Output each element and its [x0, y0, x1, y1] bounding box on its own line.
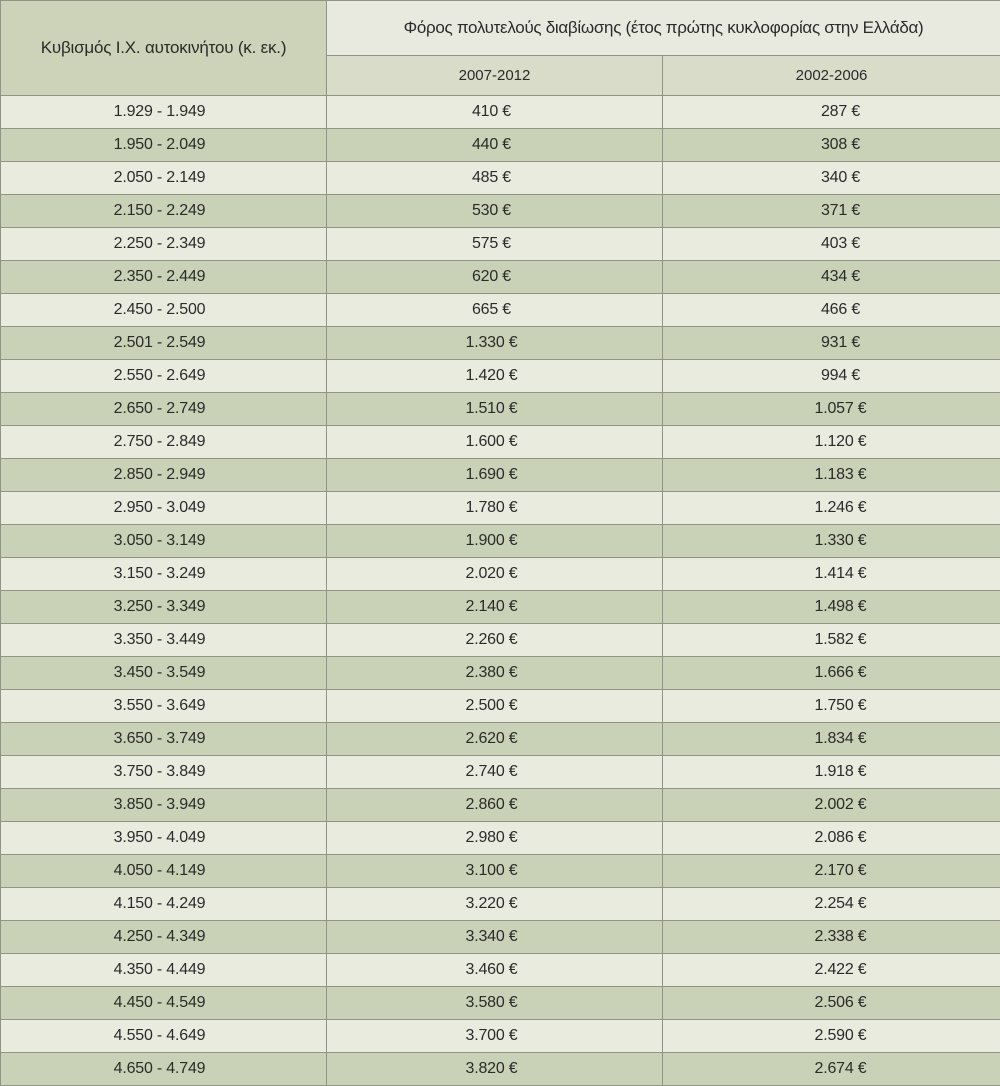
engine-capacity-cell: 4.050 - 4.149	[1, 855, 327, 888]
table-row	[1, 162, 1000, 195]
table-row	[1, 459, 1000, 492]
tax-2002-2006-cell: 1.582 €	[663, 624, 1000, 657]
engine-capacity-cell: 4.450 - 4.549	[1, 987, 327, 1020]
tax-2007-2012-cell: 2.620 €	[327, 723, 663, 756]
tax-2002-2006-cell: 1.498 €	[663, 591, 1000, 624]
table-row	[1, 492, 1000, 525]
engine-capacity-cell: 2.050 - 2.149	[1, 162, 327, 195]
tax-2007-2012-cell: 2.980 €	[327, 822, 663, 855]
engine-capacity-cell: 2.750 - 2.849	[1, 426, 327, 459]
tax-2007-2012-cell: 2.500 €	[327, 690, 663, 723]
tax-2007-2012-cell: 665 €	[327, 294, 663, 327]
tax-2007-2012-cell: 2.740 €	[327, 756, 663, 789]
table-row	[1, 525, 1000, 558]
tax-2007-2012-cell: 575 €	[327, 228, 663, 261]
tax-2002-2006-cell: 1.183 €	[663, 459, 1000, 492]
table-row	[1, 987, 1000, 1020]
table-row	[1, 690, 1000, 723]
tax-2002-2006-cell: 2.674 €	[663, 1053, 1000, 1086]
engine-capacity-cell: 3.850 - 3.949	[1, 789, 327, 822]
tax-2002-2006-cell: 994 €	[663, 360, 1000, 393]
table-row	[1, 888, 1000, 921]
tax-2002-2006-cell: 931 €	[663, 327, 1000, 360]
tax-2007-2012-cell: 1.330 €	[327, 327, 663, 360]
table-row	[1, 921, 1000, 954]
table-row	[1, 855, 1000, 888]
table-row	[1, 261, 1000, 294]
tax-2002-2006-cell: 2.002 €	[663, 789, 1000, 822]
table-row	[1, 624, 1000, 657]
tax-2007-2012-cell: 3.460 €	[327, 954, 663, 987]
header-row-main	[1, 1, 1000, 56]
engine-capacity-cell: 1.950 - 2.049	[1, 129, 327, 162]
table-row	[1, 657, 1000, 690]
tax-2002-2006-cell: 2.170 €	[663, 855, 1000, 888]
tax-2007-2012-cell: 3.580 €	[327, 987, 663, 1020]
engine-capacity-cell: 3.550 - 3.649	[1, 690, 327, 723]
engine-capacity-cell: 3.250 - 3.349	[1, 591, 327, 624]
tax-2007-2012-cell: 3.340 €	[327, 921, 663, 954]
engine-capacity-cell: 3.650 - 3.749	[1, 723, 327, 756]
table-row	[1, 393, 1000, 426]
table-row	[1, 1053, 1000, 1086]
tax-2002-2006-cell: 371 €	[663, 195, 1000, 228]
table-row	[1, 294, 1000, 327]
engine-capacity-cell: 4.250 - 4.349	[1, 921, 327, 954]
engine-capacity-cell: 1.929 - 1.949	[1, 96, 327, 129]
tax-2002-2006-cell: 2.254 €	[663, 888, 1000, 921]
tax-2007-2012-cell: 1.420 €	[327, 360, 663, 393]
tax-2002-2006-cell: 1.057 €	[663, 393, 1000, 426]
tax-2002-2006-cell: 1.246 €	[663, 492, 1000, 525]
engine-capacity-cell: 2.950 - 3.049	[1, 492, 327, 525]
tax-2002-2006-cell: 466 €	[663, 294, 1000, 327]
tax-2007-2012-cell: 1.780 €	[327, 492, 663, 525]
table-row	[1, 789, 1000, 822]
table-row	[1, 96, 1000, 129]
engine-capacity-cell: 3.950 - 4.049	[1, 822, 327, 855]
luxury-tax-header: Φόρος πολυτελούς διαβίωσης (έτος πρώτης κυκλοφορίας στην Ελλάδα)	[327, 1, 1000, 56]
tax-2002-2006-cell: 308 €	[663, 129, 1000, 162]
period-header-2002-2006: 2002-2006	[663, 56, 1000, 96]
tax-2002-2006-cell: 1.918 €	[663, 756, 1000, 789]
tax-2007-2012-cell: 485 €	[327, 162, 663, 195]
tax-2002-2006-cell: 287 €	[663, 96, 1000, 129]
engine-capacity-cell: 2.850 - 2.949	[1, 459, 327, 492]
engine-capacity-cell: 2.550 - 2.649	[1, 360, 327, 393]
engine-capacity-cell: 2.450 - 2.500	[1, 294, 327, 327]
table-row	[1, 756, 1000, 789]
tax-2007-2012-cell: 3.220 €	[327, 888, 663, 921]
engine-capacity-cell: 3.050 - 3.149	[1, 525, 327, 558]
tax-2007-2012-cell: 2.860 €	[327, 789, 663, 822]
table-row	[1, 327, 1000, 360]
table-row	[1, 426, 1000, 459]
tax-2007-2012-cell: 1.900 €	[327, 525, 663, 558]
table-row	[1, 591, 1000, 624]
tax-2007-2012-cell: 3.700 €	[327, 1020, 663, 1053]
tax-2007-2012-cell: 620 €	[327, 261, 663, 294]
tax-2002-2006-cell: 1.750 €	[663, 690, 1000, 723]
table-row	[1, 1020, 1000, 1053]
tax-2002-2006-cell: 2.422 €	[663, 954, 1000, 987]
period-header-2007-2012: 2007-2012	[327, 56, 663, 96]
tax-2002-2006-cell: 434 €	[663, 261, 1000, 294]
engine-capacity-header: Κυβισμός Ι.Χ. αυτοκινήτου (κ. εκ.)	[1, 1, 327, 96]
table-header	[1, 1, 1000, 96]
table-row	[1, 822, 1000, 855]
engine-capacity-cell: 3.750 - 3.849	[1, 756, 327, 789]
engine-capacity-cell: 2.501 - 2.549	[1, 327, 327, 360]
engine-capacity-cell: 2.650 - 2.749	[1, 393, 327, 426]
tax-2002-2006-cell: 1.834 €	[663, 723, 1000, 756]
tax-2007-2012-cell: 410 €	[327, 96, 663, 129]
tax-2002-2006-cell: 2.086 €	[663, 822, 1000, 855]
table-row	[1, 360, 1000, 393]
engine-capacity-cell: 4.550 - 4.649	[1, 1020, 327, 1053]
engine-capacity-cell: 3.450 - 3.549	[1, 657, 327, 690]
tax-2002-2006-cell: 1.330 €	[663, 525, 1000, 558]
tax-2007-2012-cell: 530 €	[327, 195, 663, 228]
engine-capacity-cell: 3.350 - 3.449	[1, 624, 327, 657]
engine-capacity-cell: 4.350 - 4.449	[1, 954, 327, 987]
tax-2007-2012-cell: 2.260 €	[327, 624, 663, 657]
table-row	[1, 558, 1000, 591]
tax-2007-2012-cell: 2.380 €	[327, 657, 663, 690]
engine-capacity-cell: 3.150 - 3.249	[1, 558, 327, 591]
tax-2007-2012-cell: 3.100 €	[327, 855, 663, 888]
engine-capacity-cell: 2.350 - 2.449	[1, 261, 327, 294]
table-row	[1, 228, 1000, 261]
table-row	[1, 195, 1000, 228]
tax-2002-2006-cell: 1.414 €	[663, 558, 1000, 591]
tax-2007-2012-cell: 2.020 €	[327, 558, 663, 591]
tax-2002-2006-cell: 340 €	[663, 162, 1000, 195]
tax-2002-2006-cell: 2.338 €	[663, 921, 1000, 954]
tax-2002-2006-cell: 2.506 €	[663, 987, 1000, 1020]
engine-capacity-cell: 4.150 - 4.249	[1, 888, 327, 921]
tax-2007-2012-cell: 1.690 €	[327, 459, 663, 492]
tax-2002-2006-cell: 403 €	[663, 228, 1000, 261]
table-row	[1, 723, 1000, 756]
engine-capacity-cell: 4.650 - 4.749	[1, 1053, 327, 1086]
tax-2007-2012-cell: 2.140 €	[327, 591, 663, 624]
tax-2007-2012-cell: 1.600 €	[327, 426, 663, 459]
tax-2007-2012-cell: 1.510 €	[327, 393, 663, 426]
table-body	[1, 96, 1000, 1086]
tax-2002-2006-cell: 2.590 €	[663, 1020, 1000, 1053]
table-row	[1, 954, 1000, 987]
tax-2002-2006-cell: 1.666 €	[663, 657, 1000, 690]
table-row	[1, 129, 1000, 162]
tax-2002-2006-cell: 1.120 €	[663, 426, 1000, 459]
tax-2007-2012-cell: 3.820 €	[327, 1053, 663, 1086]
tax-2007-2012-cell: 440 €	[327, 129, 663, 162]
engine-capacity-cell: 2.250 - 2.349	[1, 228, 327, 261]
engine-capacity-cell: 2.150 - 2.249	[1, 195, 327, 228]
